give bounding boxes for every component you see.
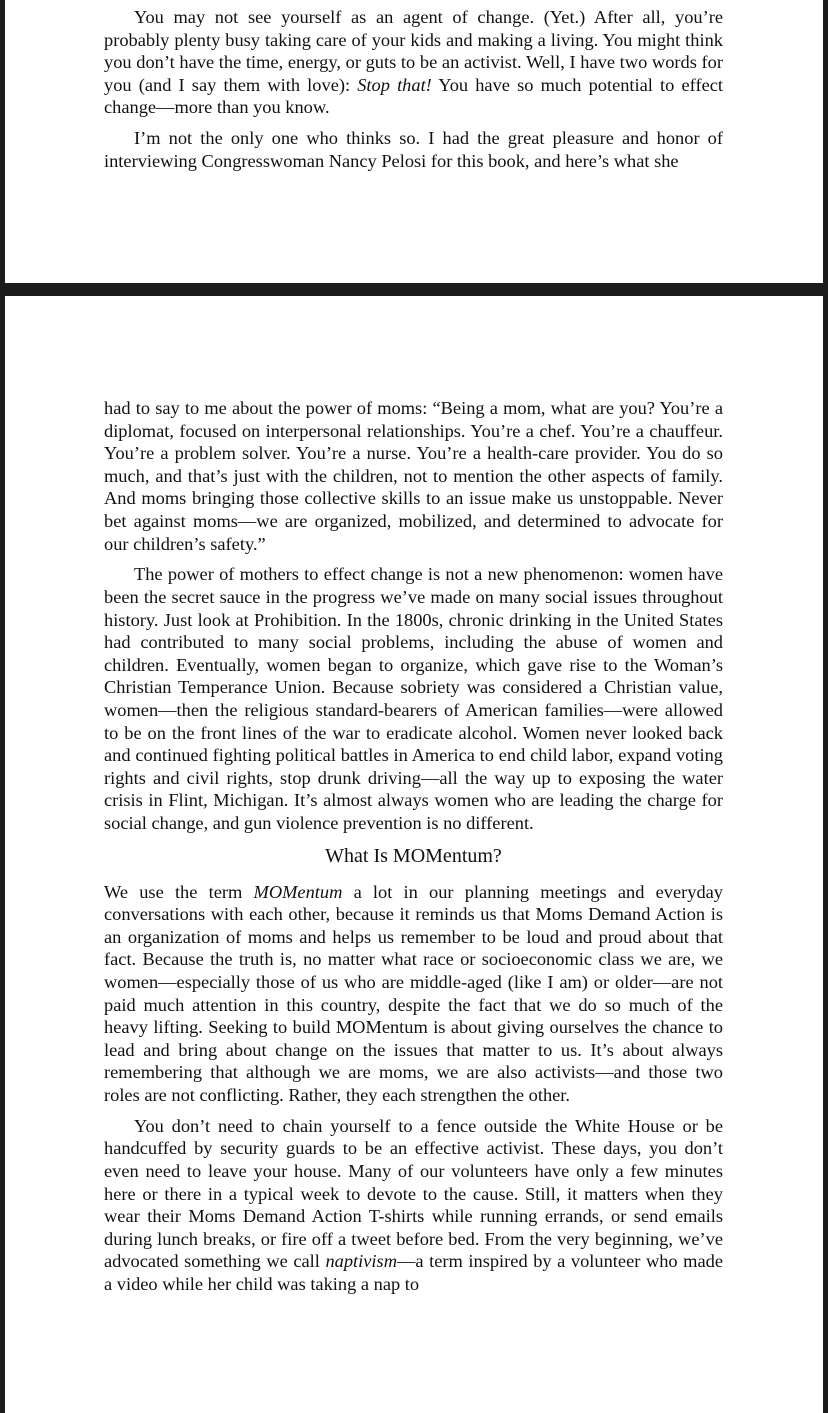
paragraph-power-of-mothers [104, 563, 723, 834]
paragraph-text: You have so much potential to effect change—more than you know. [104, 74, 724, 118]
paragraph-agent-of-change [104, 6, 723, 119]
emphasis-text: naptivism [325, 1251, 397, 1272]
page-text-bottom [104, 397, 723, 1304]
paragraph-text: You don’t need to chain yourself to a fence outside the White House or be handcuffed by security guards to be an effective activist. These days, you don’t even need to leave your house. Many of our volunteers have only a few minutes here or there in a typical week to devote to the cause. Still, it matters when they wear their Moms Demand Action T-shirts while running errands, or send emails during lunch breaks, or fire off a tweet before bed. From the very beginning, we’ve advocated something we call [104, 1115, 723, 1272]
paragraph-text: We use the term [104, 881, 254, 902]
paragraph-text: The power of mothers to effect change is not a new phenomenon: women have been the secret sauce in the progress we’ve made on many social issues throughout history. Just look at Prohibition. In the 1800s, chronic drinking in the United States had contributed to many social problems, including the abuse of women and children. Eventually, women began to organize, which gave rise to the Woman’s Christian Temperance Union. Because sobriety was considered a Christian value, women—then the religious standard-bearers of American families—were allowed to be on the front lines of the war to eradicate alcohol. Women never looked back and continued fighting political battles in America to end child labor, expand voting rights and civil rights, stop drunk driving—all the way up to exposing the water crisis in Flint, Michigan. It’s almost always women who are leading the charge for social change, and gun violence prevention is no different. [104, 564, 723, 833]
book-page-top [5, 0, 823, 283]
paragraph-pelosi-intro [104, 127, 723, 172]
paragraph-pelosi-quote [104, 397, 723, 555]
paragraph-text: You may not see yourself as an agent of change. (Yet.) After all, you’re probably plenty busy taking care of your kids and making a living. You might think you don’t have the time, energy, or guts to be an activist. Well, I have two words for you (and I say them with love): [104, 7, 723, 95]
paragraph-text: I’m not the only one who thinks so. I had the great pleasure and honor of interviewing Congresswoman Nancy Pelosi for this book, and here’s what she [104, 128, 723, 171]
emphasis-text: MOMentum [253, 881, 343, 902]
emphasis-text: Stop that! [357, 74, 432, 95]
page-text-top [104, 6, 723, 181]
book-page-bottom [5, 296, 823, 1413]
paragraph-text: —a term inspired by a volunteer who made a video while her child was taking a nap to [104, 1251, 724, 1294]
paragraph-text: had to say to me about the power of moms: “Being a mom, what are you? You’re a diplomat, focused on interpersonal relationships. You’re a chef. You’re a chauffeur. You’re a problem solver. You’re a nurse. You’re a health-care provider. You do so much, and that’s just with the children, not to mention the other aspects of family. And moms bringing those collective skills to an issue make us unstoppable. Never bet against moms—we are organized, mobilized, and determined to advocate for our children’s safety.” [104, 398, 723, 554]
paragraph-momentum [104, 881, 723, 1107]
paragraph-naptivism [104, 1115, 723, 1296]
paragraph-text: a lot in our planning meetings and everyday conversations with each other, because it reminds us that Moms Demand Action is an organization of moms and helps us remember to be loud and proud about that fact. Because the truth is, no matter what race or socioeconomic class we are, we women—especially those of us who are middle-aged (like I am) or older—are not paid much attention in this country, despite the fact that we do so much of the heavy lifting. Seeking to build MOMentum is about giving ourselves the chance to lead and bring about change on the issues that matter to us. It’s about always remembering that although we are moms, we are also activists—and those two roles are not conflicting. Rather, they each strengthen the other. [104, 881, 723, 1105]
section-heading: What Is MOMentum? [325, 844, 502, 867]
